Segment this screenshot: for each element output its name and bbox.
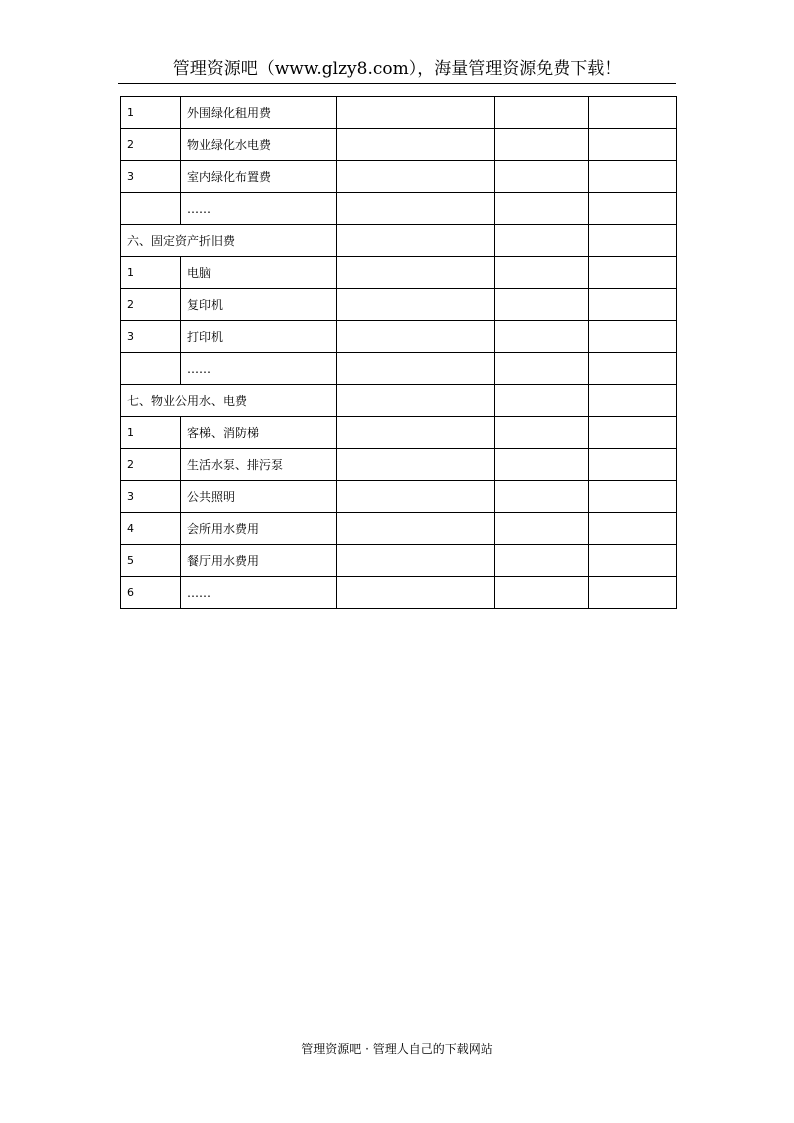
table-row [121, 97, 677, 129]
cost-table [120, 96, 677, 609]
table-row [121, 321, 677, 353]
row-item-name: 复印机 [181, 289, 337, 321]
empty-cell [589, 321, 677, 353]
section-row [121, 385, 677, 417]
table-row [121, 193, 677, 225]
empty-cell [589, 417, 677, 449]
table-row [121, 513, 677, 545]
empty-cell [337, 513, 495, 545]
row-item-name: 电脑 [181, 257, 337, 289]
empty-cell [495, 417, 589, 449]
table-row [121, 545, 677, 577]
empty-cell [495, 97, 589, 129]
row-number: 2 [121, 289, 181, 321]
row-item-name: 公共照明 [181, 481, 337, 513]
row-item-name: 生活水泵、排污泵 [181, 449, 337, 481]
row-number: 3 [121, 481, 181, 513]
row-item-name: 客梯、消防梯 [181, 417, 337, 449]
empty-cell [495, 129, 589, 161]
empty-cell [495, 321, 589, 353]
empty-cell [337, 257, 495, 289]
row-item-name: …… [181, 193, 337, 225]
row-number: 1 [121, 257, 181, 289]
empty-cell [337, 129, 495, 161]
empty-cell [337, 321, 495, 353]
row-item-name: 打印机 [181, 321, 337, 353]
table-row [121, 449, 677, 481]
header-divider [118, 83, 676, 84]
table-row [121, 417, 677, 449]
table-row [121, 289, 677, 321]
empty-cell [589, 481, 677, 513]
page-footer: 管理资源吧 · 管理人自己的下载网站 [301, 1042, 493, 1056]
empty-cell [589, 257, 677, 289]
empty-cell [589, 97, 677, 129]
empty-cell [495, 289, 589, 321]
row-number: 2 [121, 449, 181, 481]
empty-cell [589, 513, 677, 545]
empty-cell [337, 545, 495, 577]
table-row [121, 577, 677, 609]
row-item-name: 外围绿化租用费 [181, 97, 337, 129]
empty-cell [495, 353, 589, 385]
empty-cell [337, 481, 495, 513]
empty-cell [495, 545, 589, 577]
empty-cell [337, 417, 495, 449]
empty-cell [337, 97, 495, 129]
empty-cell [337, 353, 495, 385]
empty-cell [589, 193, 677, 225]
empty-cell [589, 385, 677, 417]
row-item-name: 室内绿化布置费 [181, 161, 337, 193]
empty-cell [337, 577, 495, 609]
empty-cell [589, 449, 677, 481]
row-item-name: …… [181, 577, 337, 609]
empty-cell [495, 449, 589, 481]
empty-cell [495, 193, 589, 225]
row-number: 1 [121, 417, 181, 449]
row-number: 3 [121, 321, 181, 353]
empty-cell [337, 161, 495, 193]
section-title: 六、固定资产折旧费 [121, 225, 337, 257]
section-row [121, 225, 677, 257]
row-number: 1 [121, 97, 181, 129]
table-row [121, 257, 677, 289]
row-number: 4 [121, 513, 181, 545]
page-header-title: 管理资源吧（www.glzy8.com），海量管理资源免费下载！ [172, 59, 622, 79]
empty-cell [589, 353, 677, 385]
row-item-name: 餐厅用水费用 [181, 545, 337, 577]
row-number [121, 193, 181, 225]
empty-cell [589, 577, 677, 609]
empty-cell [589, 289, 677, 321]
empty-cell [589, 161, 677, 193]
row-item-name: …… [181, 353, 337, 385]
table-row [121, 353, 677, 385]
empty-cell [589, 225, 677, 257]
row-number: 6 [121, 577, 181, 609]
table-row [121, 161, 677, 193]
row-item-name: 物业绿化水电费 [181, 129, 337, 161]
row-number: 2 [121, 129, 181, 161]
row-number: 5 [121, 545, 181, 577]
empty-cell [337, 385, 495, 417]
empty-cell [495, 481, 589, 513]
empty-cell [495, 225, 589, 257]
empty-cell [337, 449, 495, 481]
table-row [121, 129, 677, 161]
section-title: 七、物业公用水、电费 [121, 385, 337, 417]
cost-table-body [121, 97, 677, 609]
table-row [121, 481, 677, 513]
row-item-name: 会所用水费用 [181, 513, 337, 545]
row-number [121, 353, 181, 385]
empty-cell [495, 257, 589, 289]
empty-cell [589, 129, 677, 161]
empty-cell [495, 577, 589, 609]
row-number: 3 [121, 161, 181, 193]
empty-cell [337, 193, 495, 225]
empty-cell [589, 545, 677, 577]
empty-cell [495, 385, 589, 417]
empty-cell [495, 513, 589, 545]
empty-cell [495, 161, 589, 193]
empty-cell [337, 225, 495, 257]
empty-cell [337, 289, 495, 321]
